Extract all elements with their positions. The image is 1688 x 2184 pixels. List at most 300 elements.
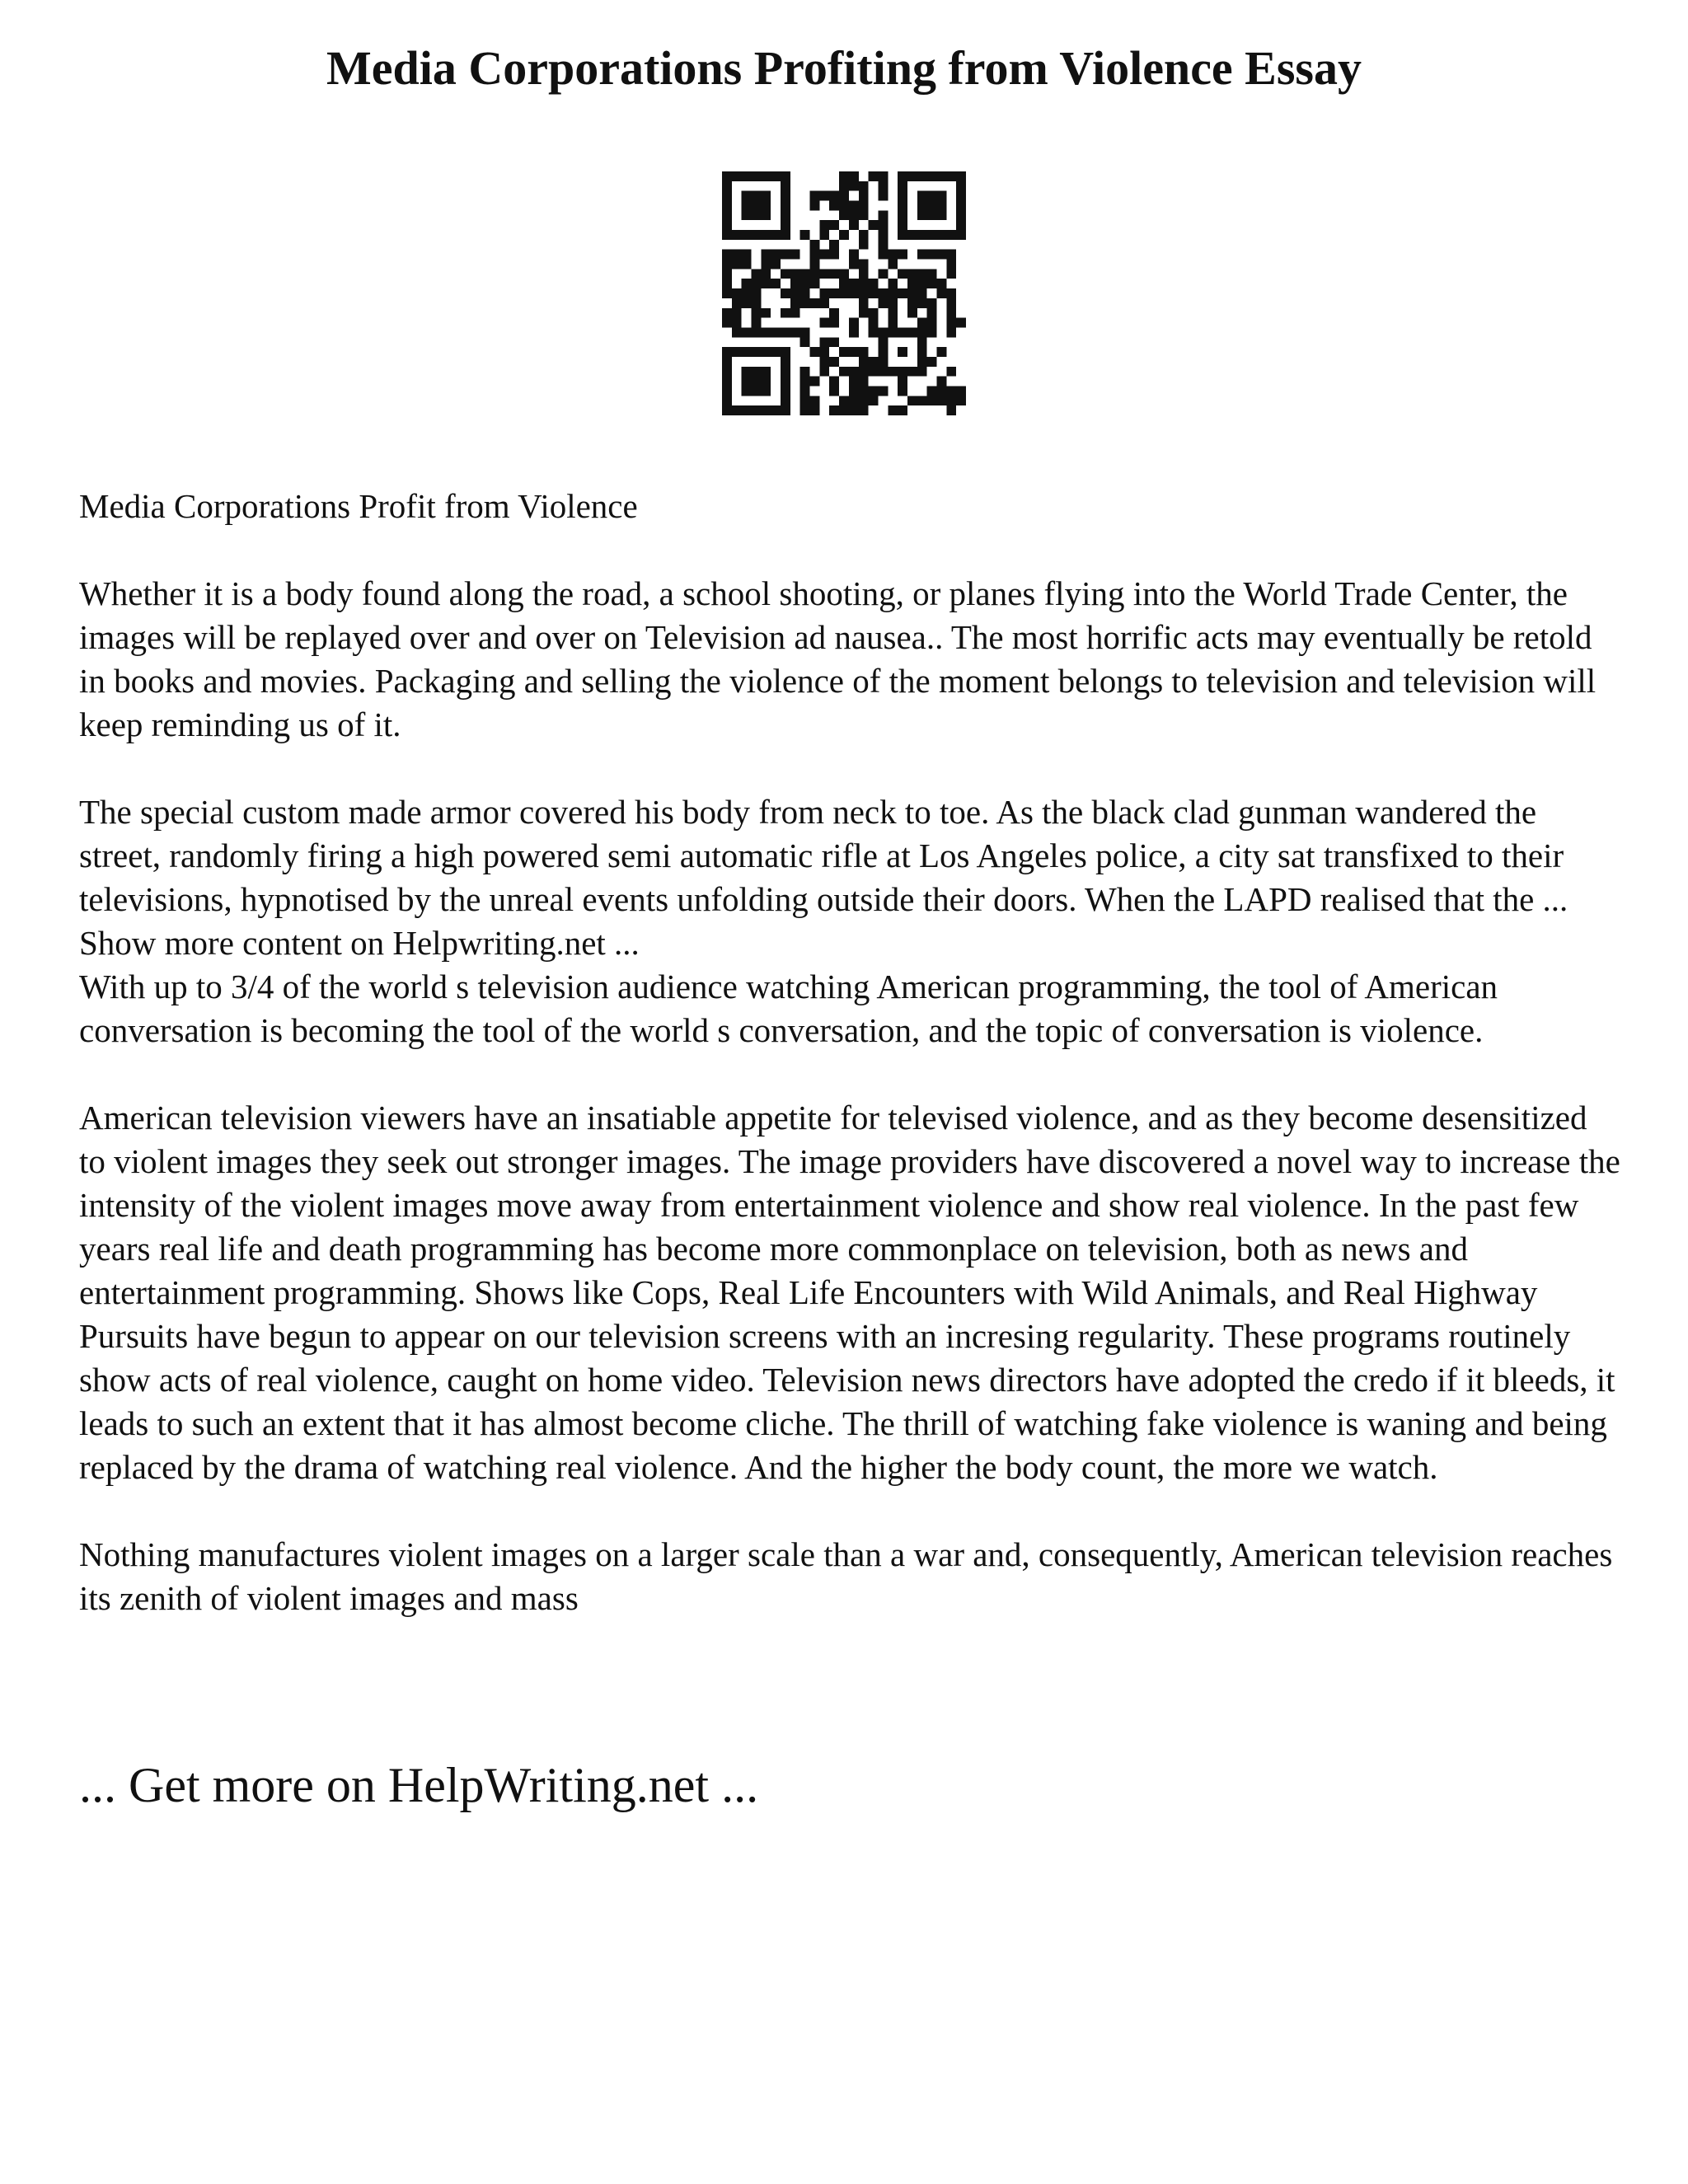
qr-module — [781, 269, 790, 279]
qr-module — [888, 288, 898, 298]
qr-module — [829, 386, 839, 396]
qr-module — [849, 288, 859, 298]
qr-module — [771, 260, 781, 269]
qr-module — [829, 201, 839, 211]
qr-module — [849, 250, 859, 260]
qr-module — [917, 298, 927, 308]
qr-module — [752, 308, 762, 318]
qr-module — [829, 240, 839, 250]
qr-module — [722, 347, 732, 357]
qr-module — [898, 220, 907, 230]
qr-module — [849, 386, 859, 396]
qr-module — [878, 298, 888, 308]
qr-module — [781, 367, 790, 377]
qr-module — [956, 210, 966, 220]
qr-module — [761, 269, 771, 279]
qr-module — [927, 250, 937, 260]
qr-module — [917, 171, 927, 181]
qr-module — [946, 298, 956, 308]
qr-module — [898, 230, 907, 240]
qr-module — [859, 201, 869, 211]
qr-module — [878, 171, 888, 181]
qr-module — [732, 347, 742, 357]
qr-module — [946, 308, 956, 318]
qr-module — [869, 396, 879, 405]
qr-module — [722, 377, 732, 387]
qr-module — [810, 191, 820, 201]
qr-module — [829, 405, 839, 415]
qr-module — [956, 191, 966, 201]
qr-module — [781, 347, 790, 357]
qr-module — [888, 260, 898, 269]
qr-module — [722, 260, 732, 269]
document-subheading: Media Corporations Profit from Violence — [79, 487, 638, 525]
qr-module — [869, 288, 879, 298]
qr-module — [819, 337, 829, 347]
qr-module — [752, 405, 762, 415]
qr-module — [722, 367, 732, 377]
qr-module — [839, 181, 849, 191]
qr-module — [732, 250, 742, 260]
qr-module — [810, 396, 820, 405]
qr-module — [859, 210, 869, 220]
qr-module — [819, 191, 829, 201]
qr-module — [742, 367, 752, 377]
qr-module — [898, 250, 907, 260]
qr-module — [722, 171, 732, 181]
qr-module — [869, 220, 879, 230]
qr-module — [722, 230, 732, 240]
qr-module — [732, 405, 742, 415]
qr-module — [752, 377, 762, 387]
qr-module — [742, 230, 752, 240]
qr-module — [829, 308, 839, 318]
paragraph: American television viewers have an insatiable appetite for televised violence, and as they become desensitized to violent images they seek out stronger images. The image providers have discovered a novel way to increase the intensity of the violent images move away from entertainment violence and show real violence. In the past few years real life and death programming has become more commonplace on television, both as news and entertainment programming. Shows like Cops, Real Life Encounters with Wild Animals, and Real Highway Pursuits have begun to appear on our television screens with an incresing regularity. These programs routinely show acts of real violence, caught on home video. Television news directors have adopted the credo if it bleeds, it leads to such an extent that it has almost become cliche. The thrill of watching fake violence is waning and being replaced by the drama of watching real violence. And the higher the body count, the more we watch. — [79, 1099, 1620, 1486]
qr-module — [752, 191, 762, 201]
qr-module — [742, 201, 752, 211]
qr-module — [936, 191, 946, 201]
qr-module — [898, 269, 907, 279]
qr-module — [761, 250, 771, 260]
qr-module — [829, 250, 839, 260]
qr-module — [907, 367, 917, 377]
qr-module — [810, 405, 820, 415]
qr-module — [907, 308, 917, 318]
qr-module — [800, 405, 810, 415]
qr-module — [722, 405, 732, 415]
paragraph: Whether it is a body found along the road, a school shooting, or planes flying into the World Trade Center, the images will be replayed over and over on Television ad nausea.. The most horrific acts may eventually be retold in books and movies. Packaging and selling the violence of the moment belongs to television and television will keep reminding us of it. — [79, 574, 1597, 743]
qr-module — [907, 396, 917, 405]
qr-code-icon — [722, 171, 966, 415]
qr-module — [819, 250, 829, 260]
qr-module — [956, 318, 966, 328]
qr-module — [761, 230, 771, 240]
qr-module — [761, 201, 771, 211]
qr-module — [790, 288, 800, 298]
qr-module — [819, 269, 829, 279]
qr-module — [810, 269, 820, 279]
qr-module — [761, 405, 771, 415]
qr-module — [771, 405, 781, 415]
qr-module — [752, 279, 762, 288]
qr-module — [917, 347, 927, 357]
qr-module — [946, 260, 956, 269]
qr-module — [927, 230, 937, 240]
qr-module — [839, 405, 849, 415]
qr-module — [829, 191, 839, 201]
qr-module — [790, 279, 800, 288]
qr-module — [878, 337, 888, 347]
qr-module — [878, 191, 888, 201]
qr-module — [781, 327, 790, 337]
qr-module — [927, 191, 937, 201]
qr-module — [742, 377, 752, 387]
qr-module — [810, 250, 820, 260]
qr-module — [917, 327, 927, 337]
qr-module — [839, 171, 849, 181]
qr-module — [878, 367, 888, 377]
qr-module — [878, 250, 888, 260]
qr-module — [956, 201, 966, 211]
qr-module — [956, 230, 966, 240]
qr-module — [781, 405, 790, 415]
qr-module — [781, 357, 790, 367]
qr-module — [898, 327, 907, 337]
qr-module — [849, 367, 859, 377]
qr-module — [936, 201, 946, 211]
qr-module — [927, 279, 937, 288]
qr-module — [936, 347, 946, 357]
qr-module — [722, 250, 732, 260]
qr-module — [829, 318, 839, 328]
qr-module — [936, 396, 946, 405]
qr-module — [898, 171, 907, 181]
qr-module — [859, 367, 869, 377]
qr-module — [946, 318, 956, 328]
qr-module — [898, 191, 907, 201]
qr-module — [888, 250, 898, 260]
qr-module — [829, 288, 839, 298]
paragraph: The special custom made armor covered his body from neck to toe. As the black clad gunman wandered the street, randomly firing a high powered semi automatic rifle at Los Angeles police, a city sat transfixed to their televisions, hypnotised by the unreal events unfolding outside their doors. When the LAPD realised that the ... Show more content on Helpwriting.net ... — [79, 793, 1568, 962]
qr-module — [771, 250, 781, 260]
qr-module — [927, 357, 937, 367]
qr-module — [936, 250, 946, 260]
qr-module — [849, 347, 859, 357]
qr-module — [907, 230, 917, 240]
qr-module — [956, 220, 966, 230]
qr-module — [781, 220, 790, 230]
qr-module — [927, 201, 937, 211]
qr-module — [898, 347, 907, 357]
qr-module — [829, 337, 839, 347]
qr-module — [878, 240, 888, 250]
qr-module — [839, 191, 849, 201]
qr-module — [946, 288, 956, 298]
qr-module — [810, 260, 820, 269]
qr-module — [907, 171, 917, 181]
qr-module — [849, 201, 859, 211]
qr-module — [936, 288, 946, 298]
qr-module — [742, 260, 752, 269]
qr-module — [761, 377, 771, 387]
qr-module — [752, 327, 762, 337]
qr-module — [742, 298, 752, 308]
qr-module — [849, 181, 859, 191]
qr-module — [859, 181, 869, 191]
qr-module — [956, 396, 966, 405]
qr-module — [800, 377, 810, 387]
qr-module — [869, 318, 879, 328]
qr-module — [917, 230, 927, 240]
qr-module — [742, 288, 752, 298]
qr-module — [859, 308, 869, 318]
qr-module — [819, 230, 829, 240]
qr-module — [869, 367, 879, 377]
qr-module — [898, 201, 907, 211]
qr-module — [927, 298, 937, 308]
qr-module — [810, 298, 820, 308]
qr-module — [849, 220, 859, 230]
qr-module — [888, 308, 898, 318]
qr-module — [761, 171, 771, 181]
qr-module — [839, 210, 849, 220]
qr-module — [800, 367, 810, 377]
qr-module — [790, 250, 800, 260]
qr-module — [878, 220, 888, 230]
qr-module — [781, 210, 790, 220]
qr-module — [800, 279, 810, 288]
qr-module — [839, 269, 849, 279]
qr-module — [732, 260, 742, 269]
qr-module — [761, 308, 771, 318]
qr-module — [732, 298, 742, 308]
qr-module — [917, 367, 927, 377]
qr-module — [849, 405, 859, 415]
qr-module — [761, 327, 771, 337]
qr-module — [752, 230, 762, 240]
qr-module — [722, 181, 732, 191]
qr-module — [800, 386, 810, 396]
qr-module — [742, 171, 752, 181]
qr-module — [839, 230, 849, 240]
qr-module — [888, 298, 898, 308]
qr-module — [946, 396, 956, 405]
qr-module — [742, 250, 752, 260]
qr-module — [742, 327, 752, 337]
qr-module — [917, 288, 927, 298]
qr-module — [742, 191, 752, 201]
qr-module — [849, 171, 859, 181]
qr-module — [722, 386, 732, 396]
qr-module — [888, 318, 898, 328]
qr-module — [859, 405, 869, 415]
qr-module — [869, 327, 879, 337]
qr-module — [869, 171, 879, 181]
qr-module — [946, 269, 956, 279]
qr-module — [722, 201, 732, 211]
qr-module — [917, 210, 927, 220]
qr-module — [810, 377, 820, 387]
qr-module — [752, 201, 762, 211]
qr-module — [859, 288, 869, 298]
paragraph: With up to 3/4 of the world s television audience watching American programming, the tool of American conversation is becoming the tool of the world s conversation, and the topic of conversation is violence. — [79, 968, 1498, 1049]
qr-module — [752, 386, 762, 396]
qr-module — [722, 220, 732, 230]
qr-module — [761, 191, 771, 201]
qr-module — [849, 327, 859, 337]
qr-module — [781, 308, 790, 318]
qr-module — [752, 347, 762, 357]
qr-module — [742, 347, 752, 357]
qr-module — [859, 191, 869, 201]
qr-module — [878, 288, 888, 298]
qr-module — [790, 327, 800, 337]
qr-module — [917, 318, 927, 328]
qr-module — [722, 357, 732, 367]
qr-module — [722, 269, 732, 279]
qr-module — [907, 327, 917, 337]
qr-module — [829, 269, 839, 279]
qr-module — [859, 347, 869, 357]
qr-module — [936, 210, 946, 220]
qr-module — [800, 298, 810, 308]
qr-module — [742, 279, 752, 288]
qr-module — [810, 201, 820, 211]
qr-module — [936, 230, 946, 240]
qr-module — [839, 201, 849, 211]
qr-module — [878, 210, 888, 220]
qr-module — [761, 279, 771, 288]
qr-module — [800, 327, 810, 337]
qr-module — [839, 279, 849, 288]
qr-module — [839, 396, 849, 405]
qr-module — [878, 181, 888, 191]
qr-module — [849, 396, 859, 405]
qr-module — [898, 210, 907, 220]
qr-module — [781, 396, 790, 405]
qr-module — [722, 288, 732, 298]
qr-module — [810, 240, 820, 250]
qr-module — [800, 396, 810, 405]
qr-module — [859, 279, 869, 288]
qr-module — [752, 298, 762, 308]
qr-module — [849, 279, 859, 288]
qr-module — [888, 405, 898, 415]
qr-module — [732, 288, 742, 298]
qr-module — [869, 279, 879, 288]
qr-module — [946, 386, 956, 396]
qr-module — [829, 377, 839, 387]
qr-module — [790, 308, 800, 318]
get-more-link[interactable]: ... Get more on HelpWriting.net ... — [79, 1758, 759, 1812]
qr-module — [839, 347, 849, 357]
qr-module — [752, 269, 762, 279]
qr-module — [752, 318, 762, 328]
qr-module — [898, 377, 907, 387]
qr-module — [898, 288, 907, 298]
qr-module — [878, 357, 888, 367]
qr-module — [888, 327, 898, 337]
qr-module — [752, 171, 762, 181]
qr-module — [946, 327, 956, 337]
document-title: Media Corporations Profiting from Violence Essay — [326, 41, 1362, 95]
qr-module — [742, 210, 752, 220]
qr-module — [869, 357, 879, 367]
qr-module — [956, 171, 966, 181]
qr-module — [781, 250, 790, 260]
qr-module — [752, 210, 762, 220]
qr-module — [732, 230, 742, 240]
document-body — [79, 485, 1620, 1620]
qr-module — [819, 318, 829, 328]
qr-module — [956, 181, 966, 191]
qr-module — [859, 260, 869, 269]
qr-module — [927, 396, 937, 405]
qr-module — [917, 250, 927, 260]
qr-module — [761, 210, 771, 220]
qr-module — [878, 386, 888, 396]
qr-module — [859, 298, 869, 308]
qr-module — [927, 318, 937, 328]
qr-module — [800, 230, 810, 240]
qr-module — [849, 377, 859, 387]
qr-module — [771, 230, 781, 240]
qr-module — [859, 386, 869, 396]
qr-module — [790, 298, 800, 308]
qr-module — [917, 396, 927, 405]
qr-module — [898, 386, 907, 396]
qr-module — [907, 279, 917, 288]
qr-module — [859, 357, 869, 367]
qr-module — [898, 367, 907, 377]
qr-module — [927, 210, 937, 220]
qr-module — [761, 260, 771, 269]
qr-module — [849, 260, 859, 269]
qr-module — [761, 347, 771, 357]
qr-module — [781, 230, 790, 240]
qr-module — [819, 220, 829, 230]
qr-module — [907, 288, 917, 298]
qr-module — [771, 171, 781, 181]
qr-module — [810, 347, 820, 357]
qr-module — [927, 327, 937, 337]
qr-module — [878, 327, 888, 337]
qr-module — [761, 386, 771, 396]
paragraph: Nothing manufactures violent images on a larger scale than a war and, consequently, American television reaches its zenith of violent images and mass — [79, 1535, 1613, 1617]
qr-module — [917, 191, 927, 201]
qr-module — [888, 279, 898, 288]
qr-module — [761, 367, 771, 377]
qr-module — [859, 377, 869, 387]
qr-module — [927, 171, 937, 181]
qr-module — [732, 327, 742, 337]
qr-module — [819, 347, 829, 357]
qr-module — [859, 230, 869, 240]
qr-module — [800, 337, 810, 347]
qr-module — [742, 386, 752, 396]
qr-code — [722, 171, 966, 415]
qr-module — [742, 405, 752, 415]
qr-module — [859, 396, 869, 405]
qr-module — [771, 327, 781, 337]
qr-module — [732, 318, 742, 328]
qr-module — [936, 279, 946, 288]
qr-module — [722, 396, 732, 405]
qr-module — [898, 405, 907, 415]
qr-module — [946, 367, 956, 377]
qr-module — [888, 367, 898, 377]
qr-module — [781, 191, 790, 201]
